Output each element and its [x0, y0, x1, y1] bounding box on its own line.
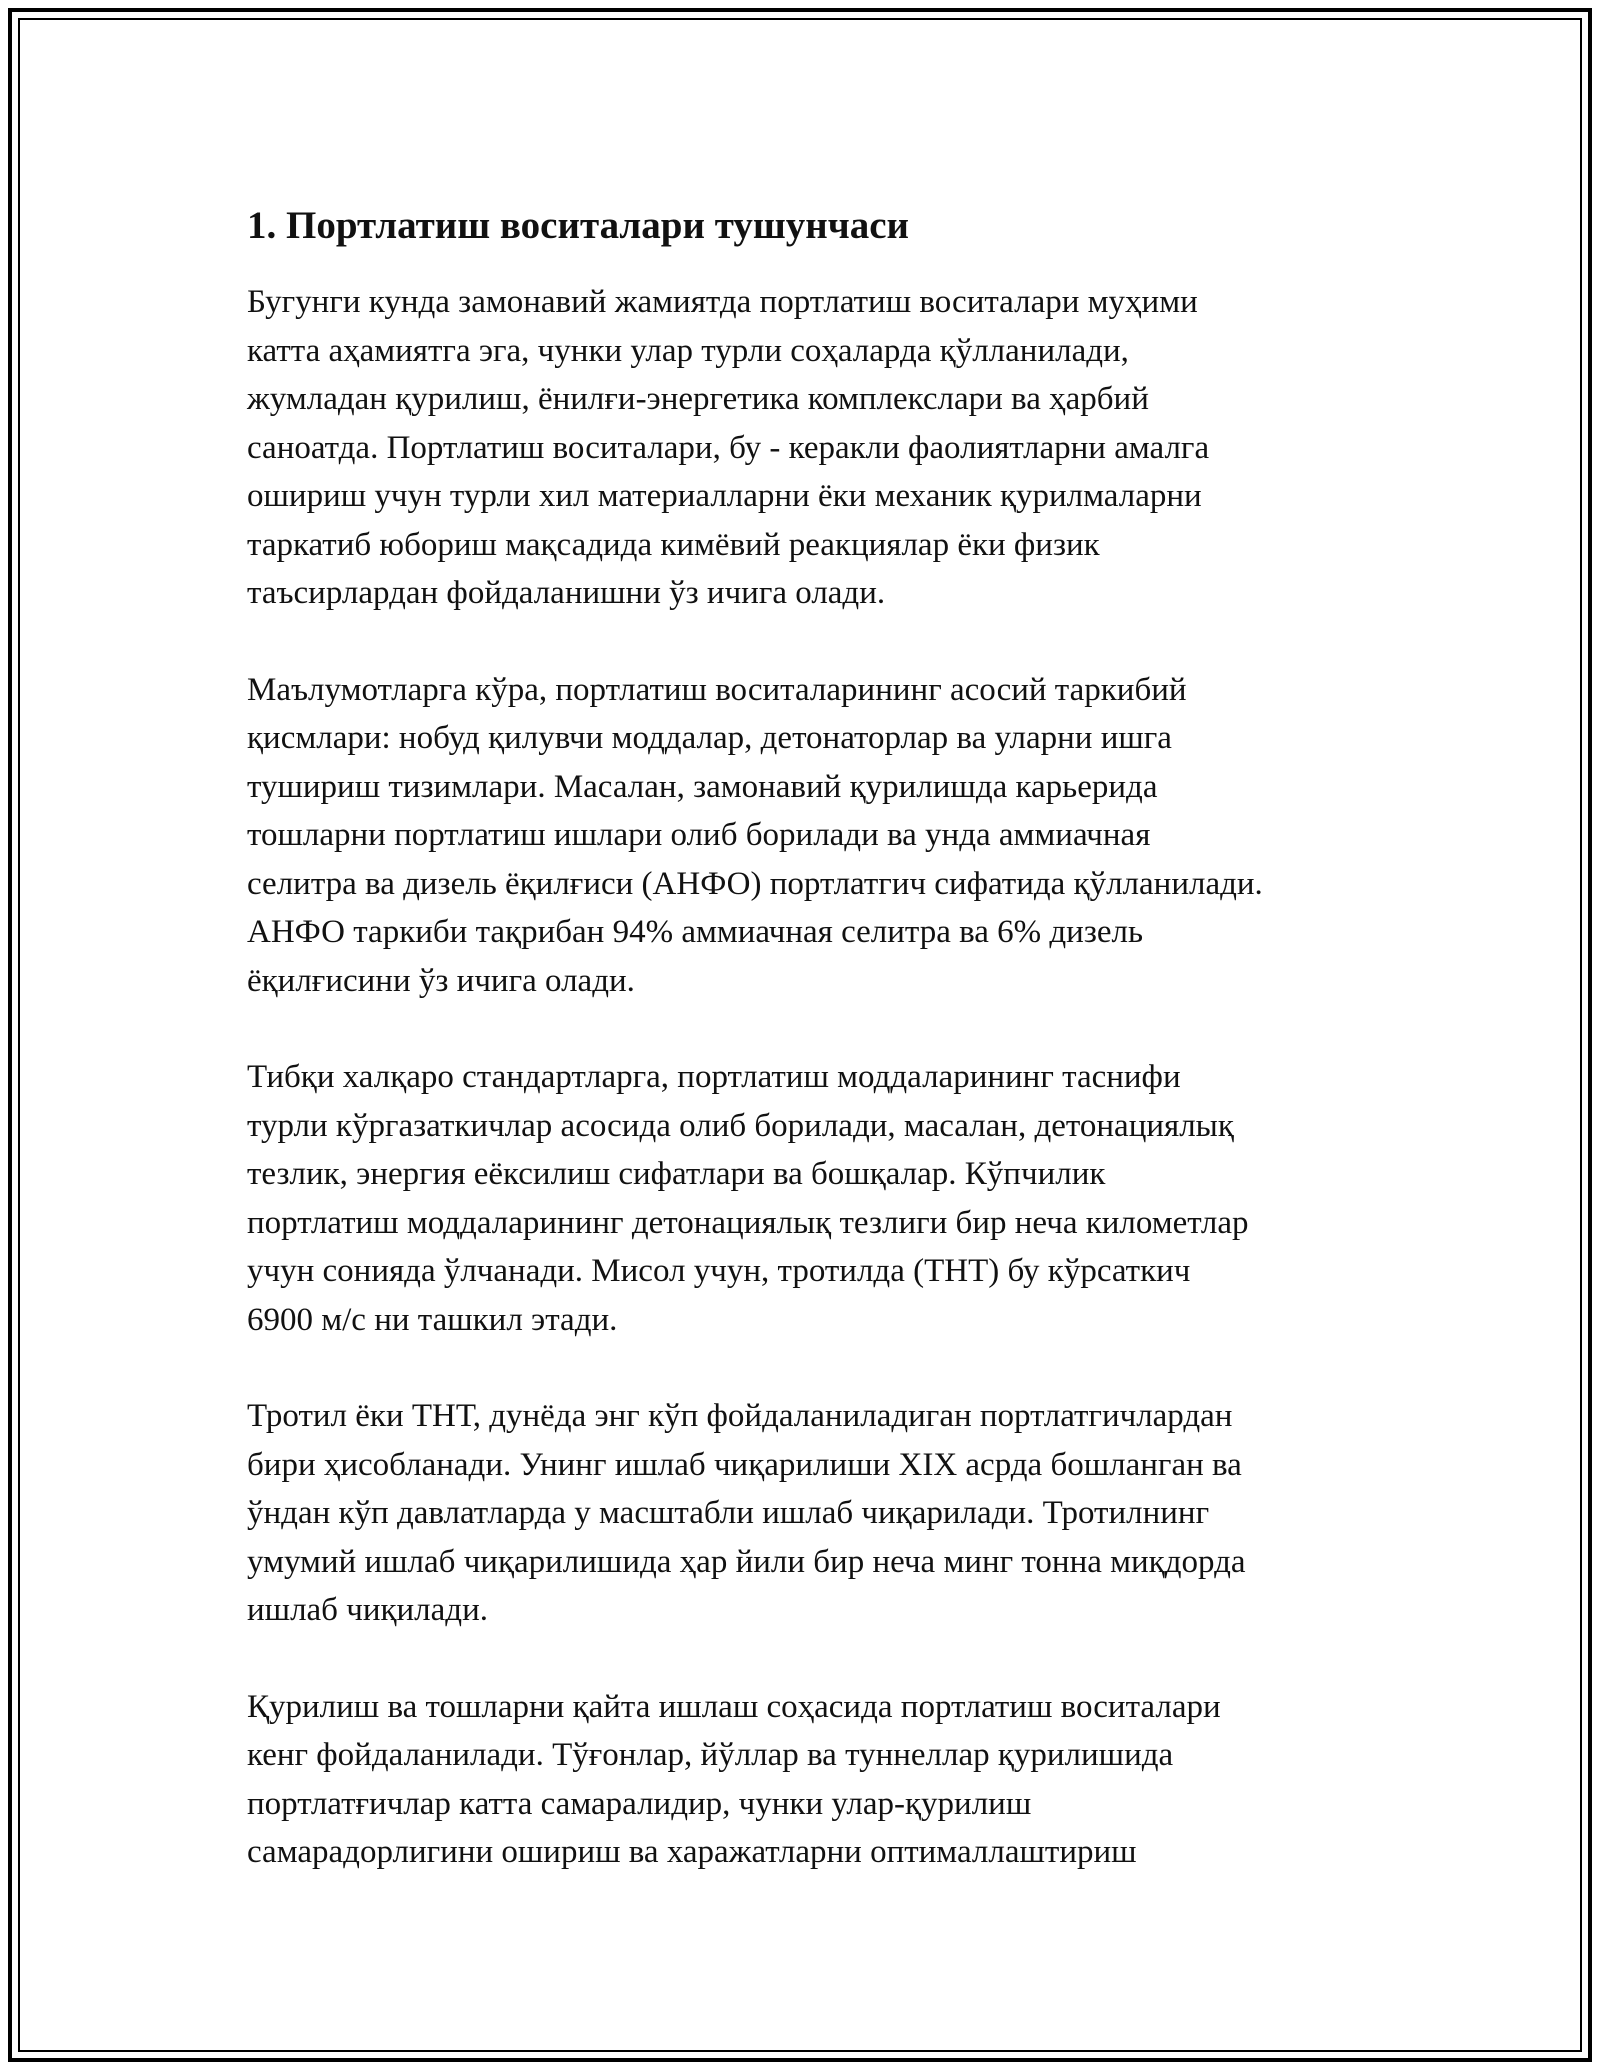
text-line: портлатиш моддаларининг детонациялық тезлиги бир неча километлар: [247, 1204, 1249, 1241]
text-line: Тротил ёки ТНТ, дунёда энг кўп фойдаланиладиган портлатгичлардан: [247, 1398, 1233, 1434]
text-line: саноатда. Портлатиш воситалари, бу - керакли фаолиятларни амалга: [247, 429, 1210, 466]
text-line: таркатиб юбориш мақсадида кимёвий реакциялар ёки физик: [247, 526, 1100, 563]
text-line: селитра ва дизель ёқилғиси (АНФО) портлатгич сифатида қўлланилади.: [247, 865, 1263, 902]
text-line: турли кўргазаткичлар асосида олиб борилади, масалан, детонациялық: [247, 1107, 1234, 1144]
paragraph-4: [247, 1392, 1397, 1635]
paragraph-2: [247, 666, 1397, 1006]
section-heading: 1. Портлатиш воситалари тушунчаси: [247, 204, 910, 247]
text-line: қисмлари: нобуд қилувчи моддалар, детонаторлар ва уларни ишга: [247, 720, 1172, 756]
document-body: [247, 200, 1397, 1925]
document-page: [8, 8, 1592, 2062]
text-line: бири ҳисобланади. Унинг ишлаб чиқарилиши XIX асрда бошланган ва: [247, 1446, 1242, 1483]
text-line: умумий ишлаб чиқарилишида ҳар йили бир неча минг тонна миқдорда: [247, 1543, 1246, 1580]
paragraph-3: [247, 1053, 1397, 1344]
text-line: Тибқи халқаро стандартларга, портлатиш моддаларининг таснифи: [247, 1059, 1181, 1095]
text-line: тезлик, энергия еёксилиш сифатлари ва бошқалар. Кўпчилик: [247, 1156, 1106, 1192]
paragraph-1: [247, 278, 1397, 618]
text-line: Бугунги кунда замонавий жамиятда портлатиш воситалари муҳими: [247, 284, 1198, 320]
text-line: таъсирлардан фойдаланишни ўз ичига олади.: [247, 575, 886, 611]
text-line: ёқилғисини ўз ичига олади.: [247, 962, 635, 999]
text-line: кенг фойдаланилади. Тўғонлар, йўллар ва туннеллар қурилишида: [247, 1737, 1174, 1773]
text-line: портлатғичлар катта самаралидир, чунки улар-қурилиш: [247, 1785, 1032, 1822]
text-line: ўндан кўп давлатларда у масштабли ишлаб чиқарилади. Тротилнинг: [247, 1495, 1210, 1531]
text-line: тошларни портлатиш ишлари олиб борилади ва унда аммиачная: [247, 817, 1151, 853]
text-line: ошириш учун турли хил материалларни ёки механик қурилмаларни: [247, 478, 1202, 514]
paragraph-5: [247, 1683, 1397, 1877]
text-line: катта аҳамиятга эга, чунки улар турли соҳаларда қўлланилади,: [247, 332, 1129, 369]
text-line: самарадорлигини ошириш ва харажатларни оптималлаштириш: [247, 1834, 1137, 1870]
text-line: АНФО таркиби тақрибан 94% аммиачная селитра ва 6% дизель: [247, 914, 1144, 950]
text-line: тушириш тизимлари. Масалан, замонавий қурилишда карьерида: [247, 768, 1158, 805]
text-line: 6900 м/с ни ташкил этади.: [247, 1301, 618, 1338]
text-line: учун сонияда ўлчанади. Мисол учун, тротилда (ТНТ) бу кўрсаткич: [247, 1253, 1191, 1289]
text-line: Маълумотларга кўра, портлатиш воситаларининг асосий таркибий: [247, 671, 1187, 708]
text-line: жумладан қурилиш, ёнилғи-энергетика комплекслари ва ҳарбий: [247, 381, 1149, 417]
text-line: Қурилиш ва тошларни қайта ишлаш соҳасида портлатиш воситалари: [247, 1688, 1221, 1725]
text-line: ишлаб чиқилади.: [247, 1592, 488, 1628]
